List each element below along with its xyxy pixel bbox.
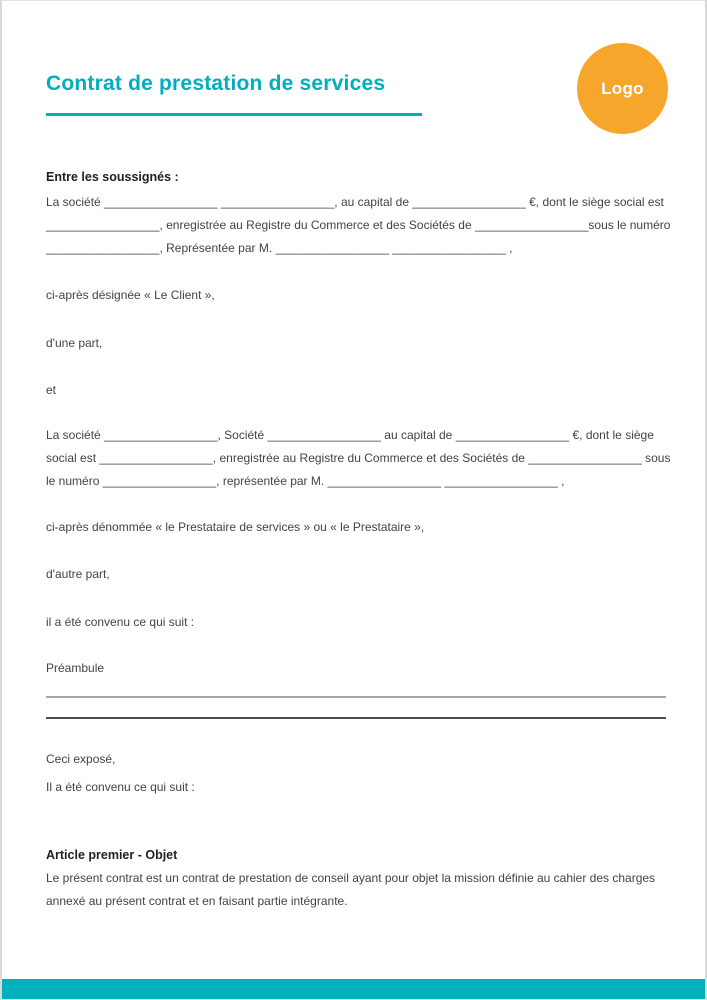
- logo-badge: [577, 43, 668, 134]
- document-title: Contrat de prestation de services: [46, 72, 386, 95]
- party1-line: _________________, enregistrée au Registre du Commerce et des Sociétés de _________________sous le numéro: [46, 218, 671, 232]
- party2-paragraph: [46, 424, 671, 493]
- party1-paragraph: [46, 191, 671, 260]
- party2-line: social est _________________, enregistrée au Registre du Commerce et des Sociétés de _________________ sous: [46, 451, 671, 465]
- article1-line: Le présent contrat est un contrat de prestation de conseil ayant pour objet la mission définie au cahier des charges: [46, 871, 656, 885]
- party2-line: le numéro _________________, représentée par M. _________________ _________________ ,: [46, 474, 565, 488]
- party1-part-label: d'une part,: [46, 336, 103, 350]
- preamble-agreed: Il a été convenu ce qui suit :: [46, 780, 195, 794]
- article1-line: annexé au présent contrat et en faisant partie intégrante.: [46, 894, 348, 908]
- article1-body: [46, 867, 666, 913]
- party1-designation: ci-après désignée « Le Client »,: [46, 288, 215, 302]
- party1-line: _________________, Représentée par M. _________________ _________________ ,: [46, 241, 513, 255]
- logo-label: Logo: [601, 78, 644, 98]
- preamble-heading: Préambule: [46, 661, 105, 675]
- agreement-lead: il a été convenu ce qui suit :: [46, 615, 195, 629]
- party1-line: La société _________________ _________________, au capital de _________________ €, dont le siège social est: [46, 195, 664, 209]
- title-underline: [46, 113, 422, 116]
- party2-line: La société _________________, Société _________________ au capital de _________________ €, dont le siège: [46, 428, 654, 442]
- connector-word: et: [46, 383, 57, 397]
- intro-heading: Entre les soussignés :: [46, 170, 179, 184]
- preamble-blank-line-1: [46, 696, 666, 698]
- preamble-exposed: Ceci exposé,: [46, 752, 116, 766]
- footer-accent-bar: [2, 979, 707, 1000]
- article1-heading: Article premier - Objet: [46, 848, 178, 862]
- party2-designation: ci-après dénommée « le Prestataire de services » ou « le Prestataire »,: [46, 520, 425, 534]
- party2-part-label: d'autre part,: [46, 567, 110, 581]
- preamble-blank-line-2: [46, 717, 666, 719]
